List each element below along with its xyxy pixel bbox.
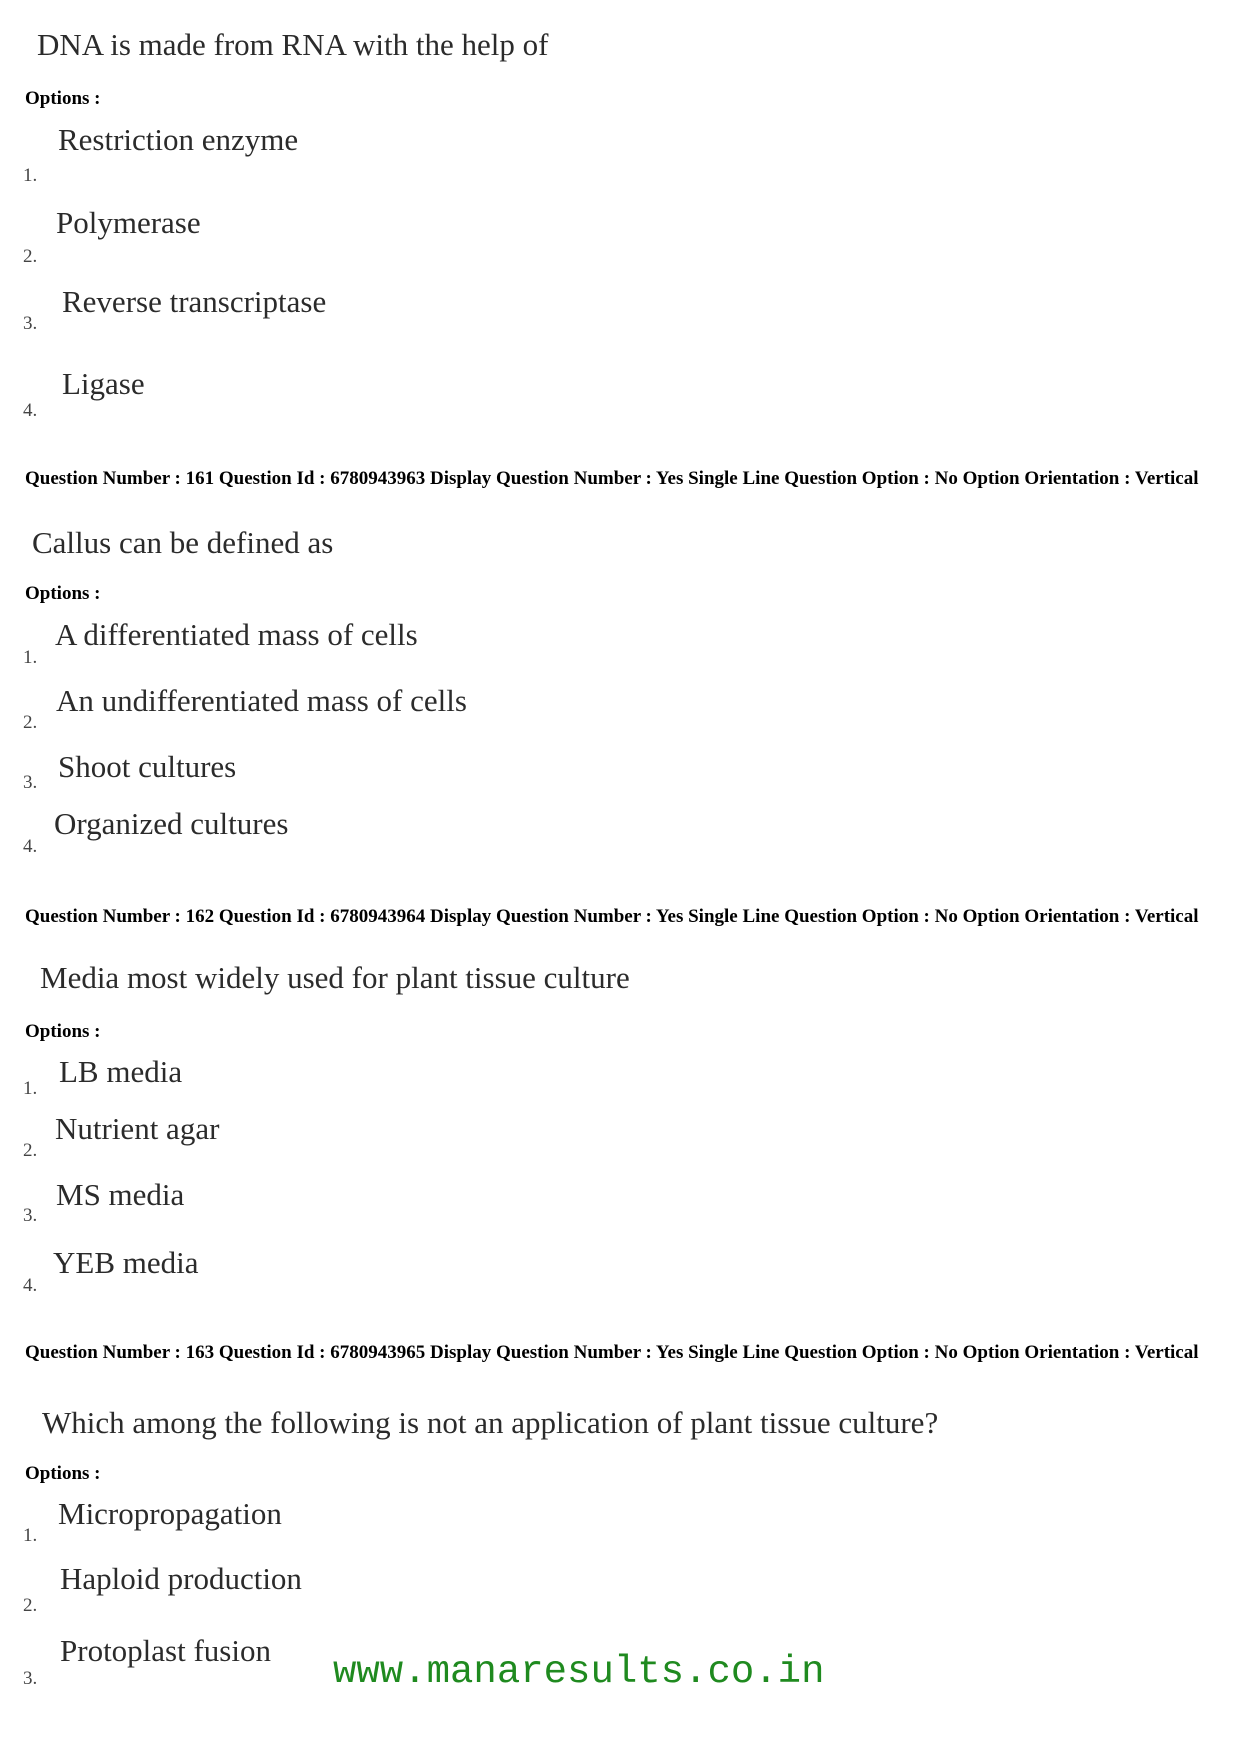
question-text: Media most widely used for plant tissue culture (40, 960, 630, 995)
question-text: Callus can be defined as (32, 525, 334, 560)
option-number: 1. (23, 165, 38, 186)
option-text: LB media (59, 1054, 183, 1089)
option-number: 4. (23, 1275, 38, 1296)
option-text: Shoot cultures (58, 749, 237, 784)
option-number: 3. (23, 313, 38, 334)
option-number: 3. (23, 1205, 38, 1226)
option-number: 3. (23, 1668, 38, 1689)
option-number: 2. (23, 712, 38, 733)
option-text: YEB media (53, 1245, 199, 1280)
options-label: Options : (25, 1463, 101, 1484)
option-number: 1. (23, 647, 38, 668)
option-number: 3. (23, 772, 38, 793)
option-text: Reverse transcriptase (62, 284, 327, 319)
question-meta: Question Number : 161 Question Id : 6780943963 Display Question Number : Yes Single Line Question Option : No Option Orientation : Vertical (25, 468, 1199, 489)
option-text: An undifferentiated mass of cells (56, 683, 467, 718)
question-meta: Question Number : 162 Question Id : 6780943964 Display Question Number : Yes Single Line Question Option : No Option Orientation : Vertical (25, 906, 1199, 927)
option-number: 2. (23, 1595, 38, 1616)
option-text: Restriction enzyme (58, 122, 299, 157)
options-label: Options : (25, 1021, 101, 1042)
option-number: 2. (23, 246, 38, 267)
option-text: Protoplast fusion (60, 1633, 271, 1668)
option-text: Ligase (62, 366, 145, 401)
option-number: 1. (23, 1525, 38, 1546)
option-text: Polymerase (56, 205, 201, 240)
options-label: Options : (25, 583, 101, 604)
option-text: Nutrient agar (55, 1111, 220, 1146)
option-number: 4. (23, 400, 38, 421)
watermark-url: www.manaresults.co.in (333, 1650, 825, 1694)
option-text: Micropropagation (58, 1496, 282, 1531)
question-text: DNA is made from RNA with the help of (37, 27, 549, 62)
question-text: Which among the following is not an application of plant tissue culture? (42, 1405, 939, 1440)
option-number: 4. (23, 836, 38, 857)
options-label: Options : (25, 88, 101, 109)
option-text: Haploid production (60, 1561, 302, 1596)
option-text: Organized cultures (54, 806, 289, 841)
option-number: 1. (23, 1078, 38, 1099)
option-number: 2. (23, 1140, 38, 1161)
option-text: A differentiated mass of cells (55, 617, 418, 652)
option-text: MS media (56, 1177, 185, 1212)
question-meta: Question Number : 163 Question Id : 6780943965 Display Question Number : Yes Single Line Question Option : No Option Orientation : Vertical (25, 1342, 1199, 1363)
